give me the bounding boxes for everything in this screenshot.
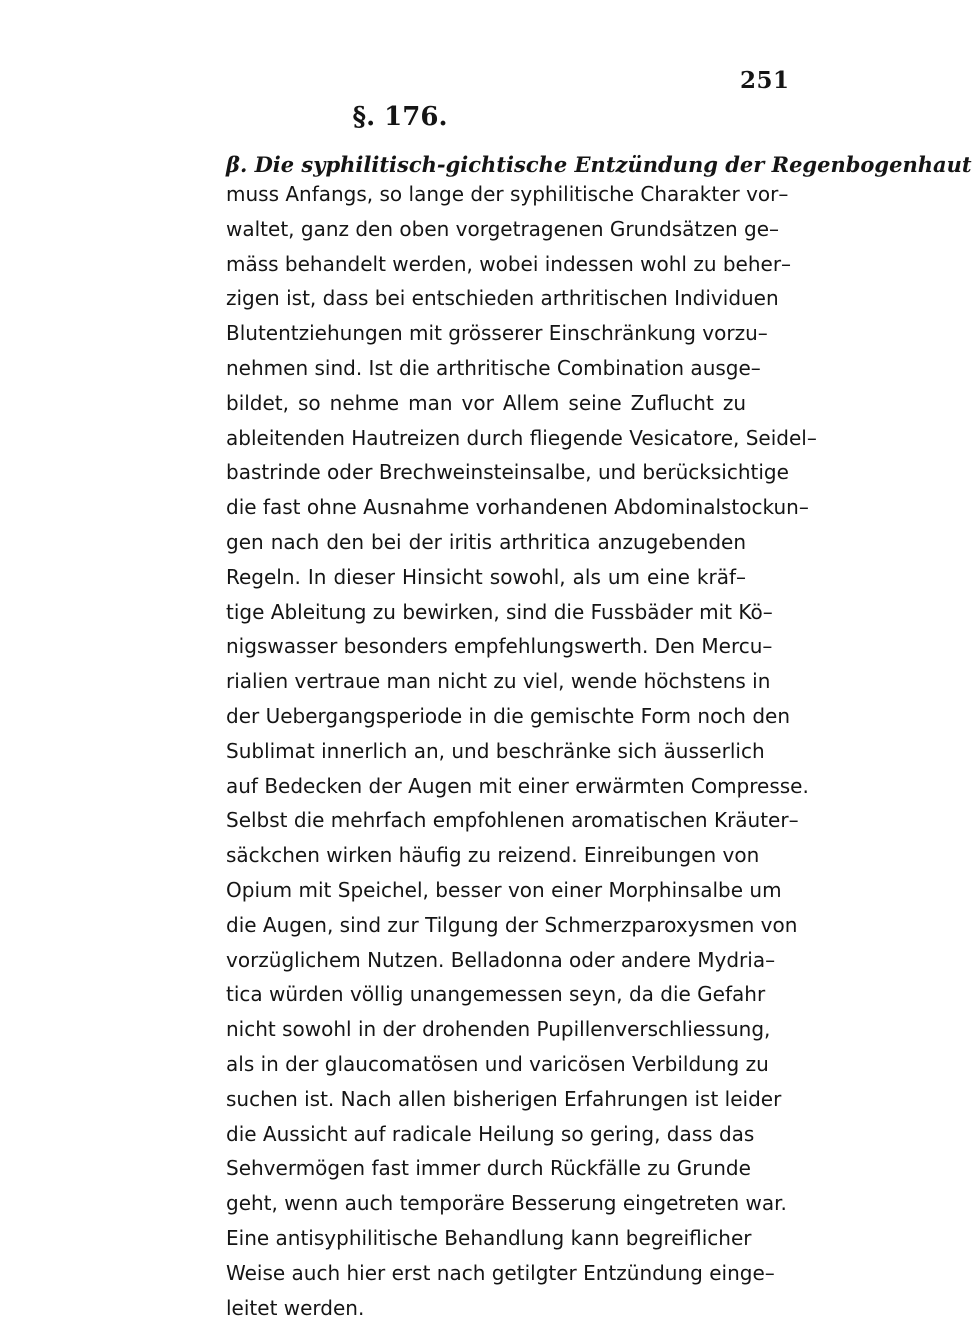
text-line: Regeln. In dieser Hinsicht sowohl, als um eine kräf– bbox=[226, 560, 746, 595]
text-line: vorzüglichem Nutzen. Belladonna oder andere Mydria– bbox=[226, 943, 746, 978]
section-number: §. 176. bbox=[0, 102, 800, 132]
text-line: Sublimat innerlich an, und beschränke sich äusserlich bbox=[226, 734, 746, 769]
text-line: muss Anfangs, so lange der syphilitische Charakter vor– bbox=[226, 177, 746, 212]
page-number: 251 bbox=[740, 67, 790, 94]
text-line: bastrinde oder Brechweinsteinsalbe, und berücksichtige bbox=[226, 455, 746, 490]
text-line: die Augen, sind zur Tilgung der Schmerzparoxysmen von bbox=[226, 908, 746, 943]
text-line: nehmen sind. Ist die arthritische Combination ausge– bbox=[226, 351, 746, 386]
text-line: Sehvermögen fast immer durch Rückfälle zu Grunde bbox=[226, 1151, 746, 1186]
text-line: bildet, so nehme man vor Allem seine Zuflucht zu bbox=[226, 386, 746, 421]
text-line: Selbst die mehrfach empfohlenen aromatischen Kräuter– bbox=[226, 803, 746, 838]
text-line: als in der glaucomatösen und varicösen Verbildung zu bbox=[226, 1047, 746, 1082]
text-line: auf Bedecken der Augen mit einer erwärmten Compresse. bbox=[226, 769, 746, 804]
text-line: Weise auch hier erst nach getilgter Entzündung einge– bbox=[226, 1256, 746, 1291]
text-line: zigen ist, dass bei entschieden arthritischen Individuen bbox=[226, 281, 746, 316]
text-line: gen nach den bei der iritis arthritica anzugebenden bbox=[226, 525, 746, 560]
body-text bbox=[226, 177, 746, 1325]
section-title: β. Die syphilitisch-gichtische Entzündung der Regenbogenhaut bbox=[226, 152, 806, 177]
text-line: die fast ohne Ausnahme vorhandenen Abdominalstockun– bbox=[226, 490, 746, 525]
text-line: säckchen wirken häufig zu reizend. Einreibungen von bbox=[226, 838, 746, 873]
text-line: nicht sowohl in der drohenden Pupillenverschliessung, bbox=[226, 1012, 746, 1047]
text-line: Opium mit Speichel, besser von einer Morphinsalbe um bbox=[226, 873, 746, 908]
text-line: nigswasser besonders empfehlungswerth. Den Mercu– bbox=[226, 629, 746, 664]
text-line: Blutentziehungen mit grösserer Einschränkung vorzu– bbox=[226, 316, 746, 351]
text-line: der Uebergangsperiode in die gemischte Form noch den bbox=[226, 699, 746, 734]
text-line: rialien vertraue man nicht zu viel, wende höchstens in bbox=[226, 664, 746, 699]
text-line: suchen ist. Nach allen bisherigen Erfahrungen ist leider bbox=[226, 1082, 746, 1117]
text-line: Eine antisyphilitische Behandlung kann begreiflicher bbox=[226, 1221, 746, 1256]
text-line: waltet, ganz den oben vorgetragenen Grundsätzen ge– bbox=[226, 212, 746, 247]
text-line: leitet werden. bbox=[226, 1291, 746, 1325]
text-line: tige Ableitung zu bewirken, sind die Fussbäder mit Kö– bbox=[226, 595, 746, 630]
text-line: mäss behandelt werden, wobei indessen wohl zu beher– bbox=[226, 247, 746, 282]
text-line: geht, wenn auch temporäre Besserung eingetreten war. bbox=[226, 1186, 746, 1221]
text-line: tica würden völlig unangemessen seyn, da die Gefahr bbox=[226, 977, 746, 1012]
text-line: die Aussicht auf radicale Heilung so gering, dass das bbox=[226, 1117, 746, 1152]
text-line: ableitenden Hautreizen durch fliegende Vesicatore, Seidel– bbox=[226, 421, 746, 456]
